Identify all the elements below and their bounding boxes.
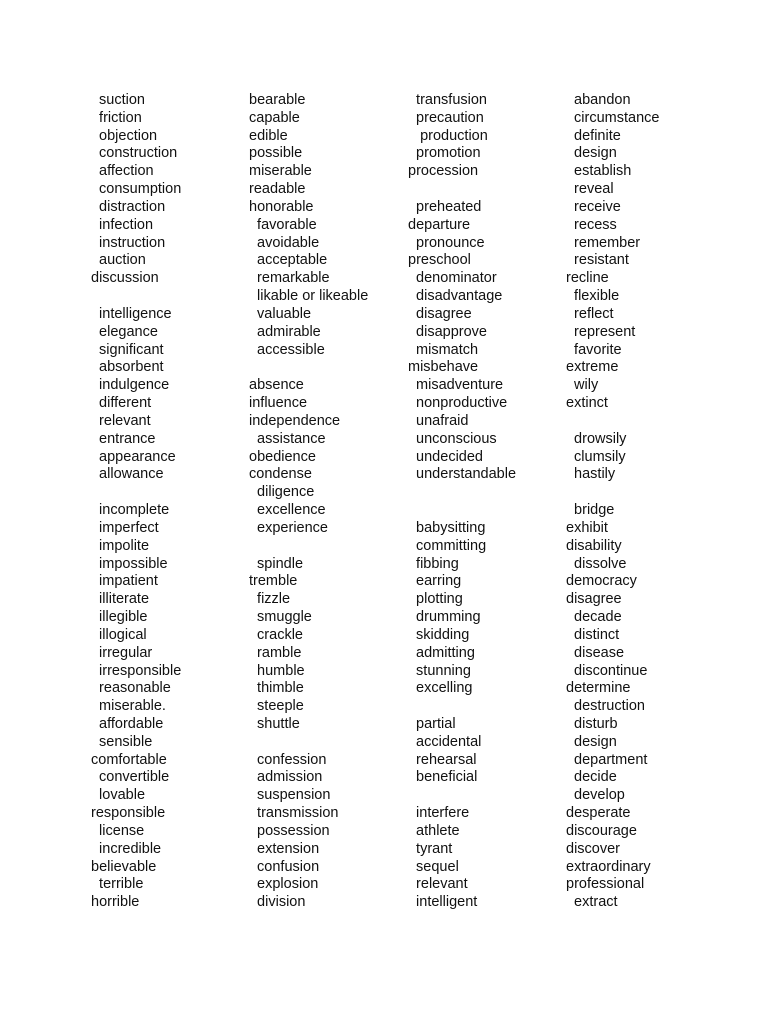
word-item xyxy=(91,484,181,502)
word-item xyxy=(408,502,516,520)
word-item: illegible xyxy=(91,609,148,626)
word-item: departure xyxy=(408,216,471,233)
word-item: imperfect xyxy=(91,519,159,536)
word-item: partial xyxy=(408,715,456,732)
word-item: reflect xyxy=(566,305,614,322)
word-item: disagree xyxy=(408,305,472,322)
word-item: obedience xyxy=(249,448,316,465)
word-item: drowsily xyxy=(566,430,627,447)
word-item: believable xyxy=(91,858,157,875)
word-item: recline xyxy=(566,270,609,287)
word-item: illiterate xyxy=(91,591,150,608)
word-item: disability xyxy=(566,537,622,554)
word-item: intelligent xyxy=(408,894,478,911)
word-item: impatient xyxy=(91,573,158,590)
word-item xyxy=(566,484,659,502)
word-item: bearable xyxy=(249,92,306,108)
word-item xyxy=(408,484,516,502)
word-item xyxy=(249,359,368,377)
word-item: crackle xyxy=(249,626,303,643)
word-item xyxy=(566,413,659,431)
word-item: humble xyxy=(249,662,305,679)
word-item xyxy=(249,734,368,752)
word-item: department xyxy=(566,751,648,768)
word-item: athlete xyxy=(408,822,460,839)
word-item: division xyxy=(249,894,306,911)
word-item: excelling xyxy=(408,680,473,697)
word-item: sensible xyxy=(91,733,153,750)
word-item: significant xyxy=(91,341,164,358)
word-item: denominator xyxy=(408,270,497,287)
word-item: admission xyxy=(249,769,323,786)
word-item: accessible xyxy=(249,341,325,358)
word-item: affordable xyxy=(91,715,164,732)
word-item: favorite xyxy=(566,341,622,358)
word-item: illogical xyxy=(91,626,147,643)
word-item: understandable xyxy=(408,466,517,483)
word-item: spindle xyxy=(249,555,304,572)
word-item: extreme xyxy=(566,359,619,376)
word-item: establish xyxy=(566,163,632,180)
word-item: explosion xyxy=(249,876,319,893)
word-item: determine xyxy=(566,680,631,697)
word-item: irregular xyxy=(91,644,153,661)
word-item: preschool xyxy=(408,252,471,269)
word-item: interfere xyxy=(408,805,470,822)
word-item: readable xyxy=(249,181,306,198)
word-item: disagree xyxy=(566,591,622,608)
word-item: impossible xyxy=(91,555,168,572)
word-item: rehearsal xyxy=(408,751,477,768)
word-item: hastily xyxy=(566,466,616,483)
word-item: distinct xyxy=(566,626,620,643)
word-item: design xyxy=(566,145,617,162)
word-item xyxy=(408,787,516,805)
word-item: infection xyxy=(91,216,154,233)
word-item: discourage xyxy=(566,822,637,839)
word-item: valuable xyxy=(249,305,312,322)
word-item: remarkable xyxy=(249,270,330,287)
word-item: represent xyxy=(566,323,636,340)
word-item: babysitting xyxy=(408,519,486,536)
word-item: likable or likeable xyxy=(249,288,369,305)
word-item: nonproductive xyxy=(408,395,508,412)
word-item: suspension xyxy=(249,787,331,804)
word-item: lovable xyxy=(91,787,146,804)
word-item: tremble xyxy=(249,573,298,590)
word-item: tyrant xyxy=(408,840,453,857)
word-item: diligence xyxy=(249,484,315,501)
word-item: appearance xyxy=(91,448,176,465)
word-item: resistant xyxy=(566,252,629,269)
word-item: production xyxy=(408,127,488,144)
word-item: precaution xyxy=(408,109,484,126)
word-column-1 xyxy=(91,92,181,912)
word-item: desperate xyxy=(566,805,631,822)
word-item: ramble xyxy=(249,644,302,661)
word-item: wily xyxy=(566,377,599,394)
word-item: reveal xyxy=(566,181,614,198)
word-item: misadventure xyxy=(408,377,504,394)
word-item: instruction xyxy=(91,234,166,251)
word-item: promotion xyxy=(408,145,481,162)
word-item: abandon xyxy=(566,92,631,108)
word-item: professional xyxy=(566,876,645,893)
word-item: undecided xyxy=(408,448,483,465)
word-item: destruction xyxy=(566,698,645,715)
word-item: excellence xyxy=(249,502,326,519)
word-item: responsible xyxy=(91,805,166,822)
word-item: stunning xyxy=(408,662,471,679)
word-item: sequel xyxy=(408,858,459,875)
word-item: influence xyxy=(249,395,308,412)
word-item: construction xyxy=(91,145,178,162)
word-item: misbehave xyxy=(408,359,479,376)
word-column-2 xyxy=(249,92,368,912)
word-item: disease xyxy=(566,644,625,661)
word-item: disadvantage xyxy=(408,288,503,305)
word-item: distraction xyxy=(91,198,166,215)
word-item: impolite xyxy=(91,537,150,554)
word-item: incomplete xyxy=(91,502,170,519)
word-item xyxy=(408,698,516,716)
word-item: possession xyxy=(249,822,330,839)
word-item: condense xyxy=(249,466,312,483)
word-item: suction xyxy=(91,92,145,108)
word-item: committing xyxy=(408,537,487,554)
word-item: comfortable xyxy=(91,751,167,768)
word-item: design xyxy=(566,733,617,750)
word-item: extension xyxy=(249,840,320,857)
word-item: develop xyxy=(566,787,625,804)
word-item: relevant xyxy=(408,876,468,893)
word-item xyxy=(249,538,368,556)
word-item: horrible xyxy=(91,894,140,911)
word-item: discover xyxy=(566,840,620,857)
word-item: incredible xyxy=(91,840,162,857)
word-item: miserable. xyxy=(91,698,166,715)
word-item: earring xyxy=(408,573,462,590)
word-item: consumption xyxy=(91,181,182,198)
word-item: smuggle xyxy=(249,609,312,626)
word-item: receive xyxy=(566,198,621,215)
word-item: acceptable xyxy=(249,252,328,269)
word-item: preheated xyxy=(408,198,482,215)
word-item: decade xyxy=(566,609,622,626)
word-item: unafraid xyxy=(408,412,469,429)
word-item: extract xyxy=(566,894,618,911)
word-item xyxy=(91,288,181,306)
word-item: relevant xyxy=(91,412,151,429)
word-item: exhibit xyxy=(566,519,608,536)
word-item: accidental xyxy=(408,733,482,750)
word-item: extinct xyxy=(566,395,608,412)
word-item: fizzle xyxy=(249,591,291,608)
word-item: favorable xyxy=(249,216,317,233)
word-item: friction xyxy=(91,109,142,126)
word-item: independence xyxy=(249,412,341,429)
word-item: assistance xyxy=(249,430,326,447)
word-item: recess xyxy=(566,216,617,233)
word-item: dissolve xyxy=(566,555,627,572)
word-item: extraordinary xyxy=(566,858,651,875)
word-item: plotting xyxy=(408,591,463,608)
word-item: drumming xyxy=(408,609,481,626)
word-item: convertible xyxy=(91,769,170,786)
word-item: shuttle xyxy=(249,715,300,732)
word-item: confusion xyxy=(249,858,320,875)
word-item: democracy xyxy=(566,573,637,590)
word-item: transfusion xyxy=(408,92,487,108)
word-item: allowance xyxy=(91,466,164,483)
word-item: discussion xyxy=(91,270,159,287)
word-item: beneficial xyxy=(408,769,478,786)
word-item: decide xyxy=(566,769,617,786)
word-item: objection xyxy=(91,127,158,144)
word-item: different xyxy=(91,395,152,412)
word-item: intelligence xyxy=(91,305,172,322)
word-item: clumsily xyxy=(566,448,626,465)
word-item: bridge xyxy=(566,502,615,519)
word-item: admirable xyxy=(249,323,321,340)
word-item: unconscious xyxy=(408,430,497,447)
word-item: disturb xyxy=(566,715,618,732)
word-item: miserable xyxy=(249,163,312,180)
word-item: discontinue xyxy=(566,662,648,679)
word-item: possible xyxy=(249,145,303,162)
word-item: circumstance xyxy=(566,109,660,126)
word-item: auction xyxy=(91,252,146,269)
word-item: procession xyxy=(408,163,479,180)
word-item: capable xyxy=(249,109,300,126)
word-item: mismatch xyxy=(408,341,479,358)
word-item: reasonable xyxy=(91,680,171,697)
word-item: absence xyxy=(249,377,304,394)
word-item xyxy=(408,181,516,199)
word-item: thimble xyxy=(249,680,304,697)
word-column-3 xyxy=(408,92,516,912)
word-item: transmission xyxy=(249,805,339,822)
word-item: avoidable xyxy=(249,234,320,251)
word-item: experience xyxy=(249,519,328,536)
word-item: entrance xyxy=(91,430,156,447)
word-item: remember xyxy=(566,234,641,251)
word-item: indulgence xyxy=(91,377,170,394)
word-item: flexible xyxy=(566,288,620,305)
word-item: honorable xyxy=(249,198,314,215)
word-item: terrible xyxy=(91,876,144,893)
word-item: affection xyxy=(91,163,154,180)
word-item: absorbent xyxy=(91,359,164,376)
word-item: admitting xyxy=(408,644,475,661)
word-item: disapprove xyxy=(408,323,487,340)
word-item: pronounce xyxy=(408,234,485,251)
word-item: steeple xyxy=(249,698,304,715)
word-item: confession xyxy=(249,751,327,768)
word-item: edible xyxy=(249,127,288,144)
word-item: license xyxy=(91,822,145,839)
word-item: skidding xyxy=(408,626,470,643)
word-item: fibbing xyxy=(408,555,459,572)
word-item: elegance xyxy=(91,323,158,340)
word-item: definite xyxy=(566,127,621,144)
word-item: irresponsible xyxy=(91,662,182,679)
word-column-4 xyxy=(566,92,659,912)
